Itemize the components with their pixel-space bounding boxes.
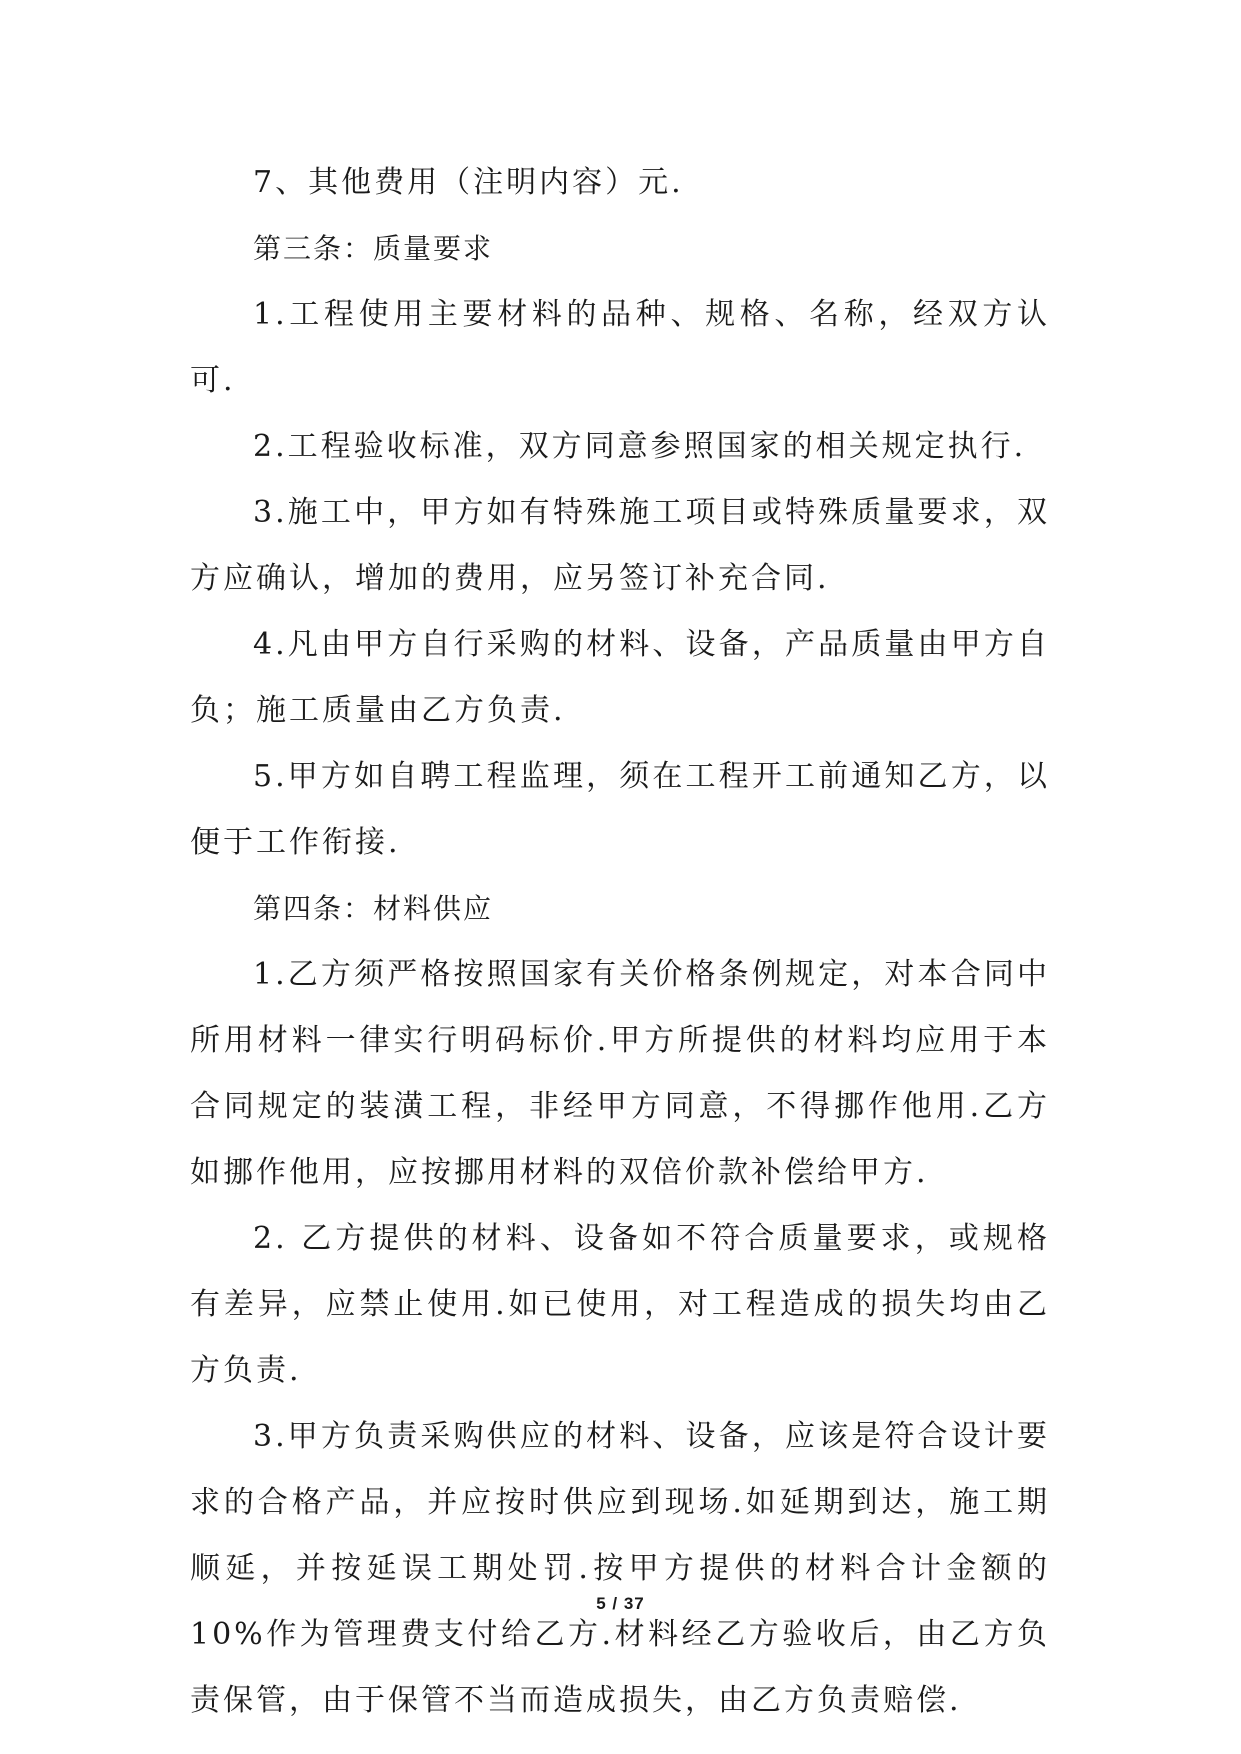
section-heading-materials: 第四条：材料供应 [253, 892, 494, 925]
paragraph-quality-1: 1.工程使用主要材料的品种、规格、名称，经双方认可. [190, 297, 1050, 398]
document-body [190, 150, 1050, 1734]
paragraph-materials-1: 1.乙方须严格按照国家有关价格条例规定，对本合同中所用材料一律实行明码标价.甲方所提供的材料均应用于本合同规定的装潢工程，非经甲方同意，不得挪作他用.乙方如挪作他用，应按挪用材料的双倍价款补偿给甲方. [190, 957, 1050, 1190]
paragraph-materials-3: 3.甲方负责采购供应的材料、设备，应该是符合设计要求的合格产品，并应按时供应到现场.如延期到达，施工期顺延，并按延误工期处罚.按甲方提供的材料合计金额的10%作为管理费支付给乙方.材料经乙方验收后，由乙方负责保管，由于保管不当而造成损失，由乙方负责赔偿. [190, 1419, 1050, 1718]
paragraph-other-fees: 7、其他费用（注明内容）元. [253, 165, 684, 200]
paragraph-materials-2: 2. 乙方提供的材料、设备如不符合质量要求，或规格有差异，应禁止使用.如已使用，对工程造成的损失均由乙方负责. [190, 1221, 1050, 1388]
paragraph-quality-5: 5.甲方如自聘工程监理，须在工程开工前通知乙方，以便于工作衔接. [190, 759, 1050, 860]
section-heading-quality: 第三条：质量要求 [253, 232, 494, 265]
paragraph-quality-3: 3.施工中，甲方如有特殊施工项目或特殊质量要求，双方应确认，增加的费用，应另签订补充合同. [190, 495, 1050, 596]
page-number: 5 / 37 [596, 1594, 645, 1613]
paragraph-quality-2: 2.工程验收标准，双方同意参照国家的相关规定执行. [253, 429, 1027, 464]
paragraph-quality-4: 4.凡由甲方自行采购的材料、设备，产品质量由甲方自负；施工质量由乙方负责. [190, 627, 1050, 728]
